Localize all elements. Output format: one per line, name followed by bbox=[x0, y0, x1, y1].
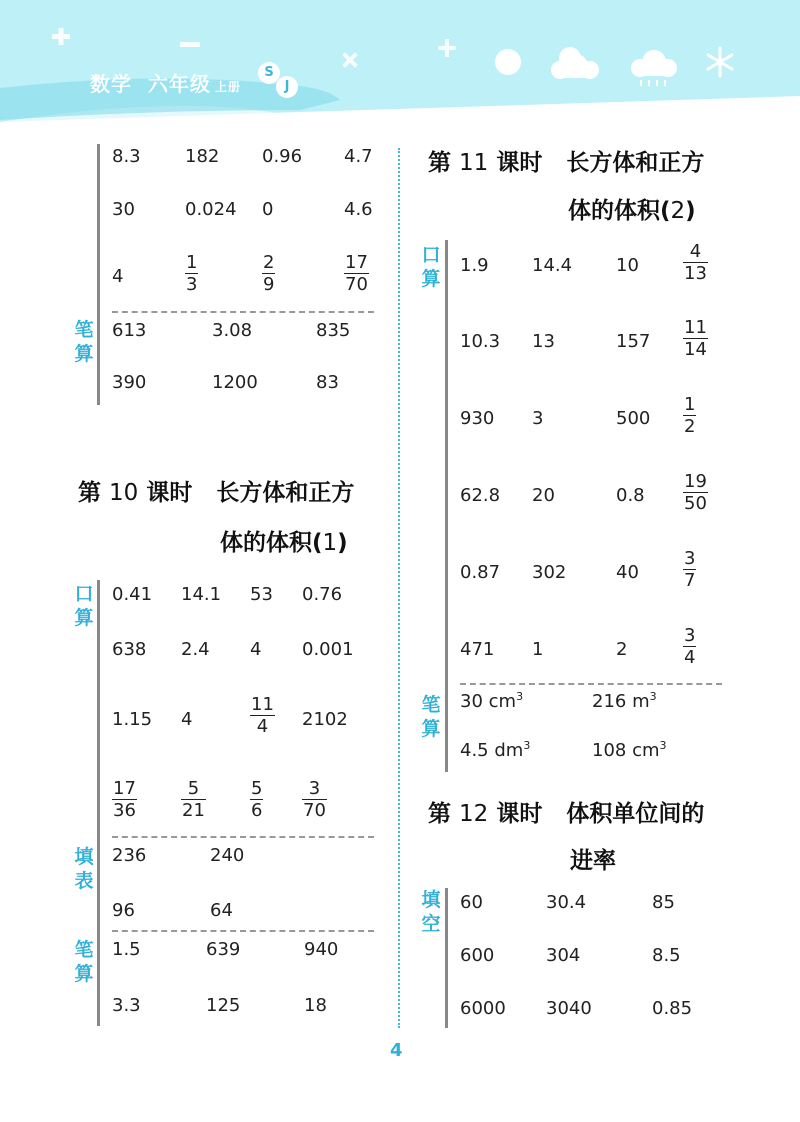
lesson-number: 10 bbox=[109, 480, 139, 506]
answer-cell: 0.85 bbox=[652, 998, 693, 1019]
label-char: 算 bbox=[74, 343, 94, 365]
fraction bbox=[683, 317, 708, 360]
lesson-number: 12 bbox=[459, 801, 489, 827]
label-char: 笔 bbox=[421, 694, 441, 716]
fraction bbox=[302, 778, 327, 821]
answer-cell: 30 bbox=[112, 199, 135, 220]
answer-cell: 0.96 bbox=[262, 146, 303, 167]
answer-cell: 236 bbox=[112, 845, 147, 866]
answer-cell: 835 bbox=[316, 320, 351, 341]
answer-cell: 0.8 bbox=[616, 485, 645, 506]
answer-cell: 4.7 bbox=[344, 146, 373, 167]
header-grade: 六年级 bbox=[147, 72, 211, 96]
section-separator bbox=[112, 836, 374, 838]
answer-cell: 4.6 bbox=[344, 199, 373, 220]
answer-cell: 0.87 bbox=[460, 562, 501, 583]
answer-cell: 2102 bbox=[302, 709, 348, 730]
lesson-10-heading-line2 bbox=[220, 524, 348, 557]
fraction-denominator: 36 bbox=[113, 800, 136, 821]
logo-s: S bbox=[258, 62, 280, 84]
answer-cell: 62.8 bbox=[460, 485, 501, 506]
answer-cell: 0.001 bbox=[302, 639, 354, 660]
volume-value: 30 cm bbox=[460, 691, 517, 712]
label-bisuan bbox=[421, 693, 441, 741]
fraction bbox=[683, 394, 696, 437]
fraction-numerator: 1 bbox=[684, 394, 696, 415]
section-separator bbox=[112, 311, 374, 313]
answer-cell: 14.4 bbox=[532, 255, 573, 276]
fraction-numerator: 1 bbox=[186, 252, 198, 273]
answer-cell: 96 bbox=[112, 900, 135, 921]
lesson-10-heading bbox=[78, 474, 354, 507]
fraction bbox=[250, 778, 263, 821]
label-bisuan bbox=[74, 318, 94, 366]
section-separator bbox=[460, 683, 722, 685]
label-kousuan bbox=[421, 243, 441, 291]
answer-cell bbox=[460, 690, 523, 712]
header-title bbox=[90, 68, 241, 97]
fraction-numerator: 11 bbox=[684, 317, 707, 338]
answer-cell: 639 bbox=[206, 939, 241, 960]
fraction-numerator: 17 bbox=[345, 252, 368, 273]
answer-cell: 157 bbox=[616, 331, 651, 352]
answer-cell: 302 bbox=[532, 562, 567, 583]
answer-cell: 304 bbox=[546, 945, 581, 966]
fraction-denominator: 2 bbox=[684, 416, 696, 437]
lesson-title-close: ) bbox=[685, 198, 696, 224]
lesson-suffix: 课时 bbox=[496, 801, 543, 827]
lesson-12-bar bbox=[445, 888, 448, 1028]
lesson-number: 11 bbox=[459, 150, 489, 176]
fraction bbox=[683, 241, 708, 284]
fraction-denominator: 4 bbox=[684, 647, 696, 668]
fraction-denominator: 13 bbox=[684, 263, 707, 284]
fraction-numerator: 2 bbox=[263, 252, 275, 273]
answer-cell: 1.5 bbox=[112, 939, 141, 960]
fraction bbox=[185, 252, 198, 295]
lesson-title-line2: 体的体积( bbox=[568, 198, 671, 224]
answer-cell: 182 bbox=[185, 146, 220, 167]
exponent: 3 bbox=[649, 690, 657, 703]
exponent: 3 bbox=[516, 690, 524, 703]
lesson-prefix: 第 bbox=[428, 801, 451, 827]
answer-cell: 4 bbox=[250, 639, 262, 660]
lesson-title-line2: 进率 bbox=[570, 848, 616, 874]
fraction bbox=[683, 625, 696, 668]
answer-cell: 10.3 bbox=[460, 331, 501, 352]
logo-j: J bbox=[276, 76, 298, 98]
answer-cell: 0.76 bbox=[302, 584, 343, 605]
answer-cell: 6000 bbox=[460, 998, 506, 1019]
label-char: 空 bbox=[421, 913, 441, 935]
fraction bbox=[683, 471, 708, 514]
answer-cell: 1.15 bbox=[112, 709, 153, 730]
answer-cell: 2 bbox=[616, 639, 628, 660]
answer-cell bbox=[592, 690, 657, 712]
answer-cell: 2.4 bbox=[181, 639, 210, 660]
lesson-title-num: 2 bbox=[670, 198, 686, 224]
lesson-title-line1: 长方体和正方 bbox=[566, 150, 705, 176]
answer-cell: 1.9 bbox=[460, 255, 489, 276]
fraction-denominator: 7 bbox=[684, 570, 696, 591]
answer-cell: 3.08 bbox=[212, 320, 253, 341]
label-char: 笔 bbox=[74, 939, 94, 961]
answer-cell: 613 bbox=[112, 320, 147, 341]
answer-cell: 13 bbox=[532, 331, 555, 352]
answer-cell: 1 bbox=[532, 639, 544, 660]
answer-cell: 930 bbox=[460, 408, 495, 429]
lesson-prefix: 第 bbox=[428, 150, 451, 176]
fraction-denominator: 9 bbox=[263, 274, 275, 295]
label-char: 算 bbox=[74, 963, 94, 985]
exponent: 3 bbox=[523, 739, 531, 752]
exponent: 3 bbox=[659, 739, 667, 752]
label-tiankong bbox=[421, 888, 441, 936]
lesson-title-close: ) bbox=[337, 530, 348, 556]
answer-cell: 0.024 bbox=[185, 199, 237, 220]
lesson-11-heading bbox=[428, 144, 704, 177]
answer-cell: 40 bbox=[616, 562, 639, 583]
label-tianbiao bbox=[74, 845, 94, 893]
lesson-12-heading-line2 bbox=[570, 842, 616, 875]
answer-cell: 10 bbox=[616, 255, 639, 276]
answer-cell: 20 bbox=[532, 485, 555, 506]
answer-cell: 14.1 bbox=[181, 584, 222, 605]
answer-cell: 471 bbox=[460, 639, 495, 660]
sun-icon bbox=[495, 49, 521, 75]
fraction-numerator: 5 bbox=[187, 778, 200, 799]
answer-cell: 0 bbox=[262, 199, 274, 220]
fraction-denominator: 4 bbox=[250, 715, 275, 737]
page-number: 4 bbox=[390, 1040, 403, 1061]
label-char: 填 bbox=[74, 846, 94, 868]
answer-cell: 600 bbox=[460, 945, 495, 966]
answer-cell: 638 bbox=[112, 639, 147, 660]
answer-cell: 18 bbox=[304, 995, 327, 1016]
fraction-denominator: 50 bbox=[684, 493, 707, 514]
label-char: 填 bbox=[421, 889, 441, 911]
fraction bbox=[112, 778, 137, 821]
fraction bbox=[262, 252, 275, 295]
label-char: 口 bbox=[421, 244, 441, 266]
fraction bbox=[250, 694, 275, 737]
fraction-numerator: 19 bbox=[684, 471, 707, 492]
fraction-denominator: 70 bbox=[345, 274, 368, 295]
lesson-10-bar bbox=[97, 580, 100, 1026]
fraction-numerator: 3 bbox=[684, 548, 696, 569]
answer-cell: 1200 bbox=[212, 372, 258, 393]
fraction-numerator: 11 bbox=[251, 694, 274, 715]
lesson-12-heading bbox=[428, 795, 704, 828]
page-header bbox=[0, 0, 800, 125]
label-char: 算 bbox=[421, 718, 441, 740]
fraction-denominator: 21 bbox=[182, 800, 205, 821]
answer-cell bbox=[460, 739, 530, 761]
fraction-denominator: 3 bbox=[186, 274, 198, 295]
answer-cell bbox=[592, 739, 667, 761]
volume-value: 108 cm bbox=[592, 740, 660, 761]
label-char: 算 bbox=[421, 268, 441, 290]
fraction-numerator: 4 bbox=[689, 241, 702, 262]
fraction-numerator: 3 bbox=[308, 778, 321, 799]
fraction bbox=[683, 548, 696, 591]
answer-cell: 3040 bbox=[546, 998, 592, 1019]
answer-cell: 390 bbox=[112, 372, 147, 393]
answer-cell: 940 bbox=[304, 939, 339, 960]
lesson-suffix: 课时 bbox=[146, 480, 193, 506]
answer-cell: 64 bbox=[210, 900, 233, 921]
lesson-title-line1: 体积单位间的 bbox=[566, 801, 705, 827]
lesson-prefix: 第 bbox=[78, 480, 101, 506]
answer-cell: 125 bbox=[206, 995, 241, 1016]
answer-cell: 83 bbox=[316, 372, 339, 393]
header-subject: 数学 bbox=[90, 72, 132, 96]
label-char: 笔 bbox=[74, 319, 94, 341]
label-bisuan bbox=[74, 938, 94, 986]
label-kousuan bbox=[74, 582, 94, 630]
left-top-bar bbox=[97, 144, 100, 405]
lesson-title-line1: 长方体和正方 bbox=[216, 480, 355, 506]
label-char: 表 bbox=[74, 870, 94, 892]
volume-value: 4.5 dm bbox=[460, 740, 524, 761]
fraction-numerator: 17 bbox=[113, 778, 136, 799]
fraction-denominator: 6 bbox=[251, 800, 263, 821]
answer-cell: 3 bbox=[532, 408, 544, 429]
label-char: 口 bbox=[74, 583, 94, 605]
answer-cell: 4 bbox=[112, 266, 124, 287]
answer-cell: 85 bbox=[652, 892, 675, 913]
label-char: 算 bbox=[74, 607, 94, 629]
fraction-denominator: 70 bbox=[303, 800, 326, 821]
answer-cell: 500 bbox=[616, 408, 651, 429]
answer-cell: 3.3 bbox=[112, 995, 141, 1016]
fraction-numerator: 5 bbox=[251, 778, 263, 799]
answer-cell: 60 bbox=[460, 892, 483, 913]
answer-cell: 53 bbox=[250, 584, 273, 605]
volume-value: 216 m bbox=[592, 691, 650, 712]
header-banner bbox=[0, 0, 800, 125]
section-separator bbox=[112, 930, 374, 932]
header-volume: 上册 bbox=[214, 80, 241, 94]
fraction bbox=[181, 778, 206, 821]
fraction-denominator: 14 bbox=[684, 339, 707, 360]
lesson-title-line2: 体的体积( bbox=[220, 530, 323, 556]
answer-cell: 240 bbox=[210, 845, 245, 866]
fraction-numerator: 3 bbox=[684, 625, 696, 646]
answer-cell: 4 bbox=[181, 709, 193, 730]
lesson-11-bar bbox=[445, 240, 448, 772]
answer-cell: 30.4 bbox=[546, 892, 587, 913]
lesson-title-num: 1 bbox=[322, 530, 338, 556]
fraction bbox=[344, 252, 369, 295]
answer-cell: 0.41 bbox=[112, 584, 153, 605]
column-divider bbox=[398, 148, 400, 1028]
answer-cell: 8.3 bbox=[112, 146, 141, 167]
lesson-11-heading-line2 bbox=[568, 192, 696, 225]
answer-cell: 8.5 bbox=[652, 945, 681, 966]
lesson-suffix: 课时 bbox=[496, 150, 543, 176]
